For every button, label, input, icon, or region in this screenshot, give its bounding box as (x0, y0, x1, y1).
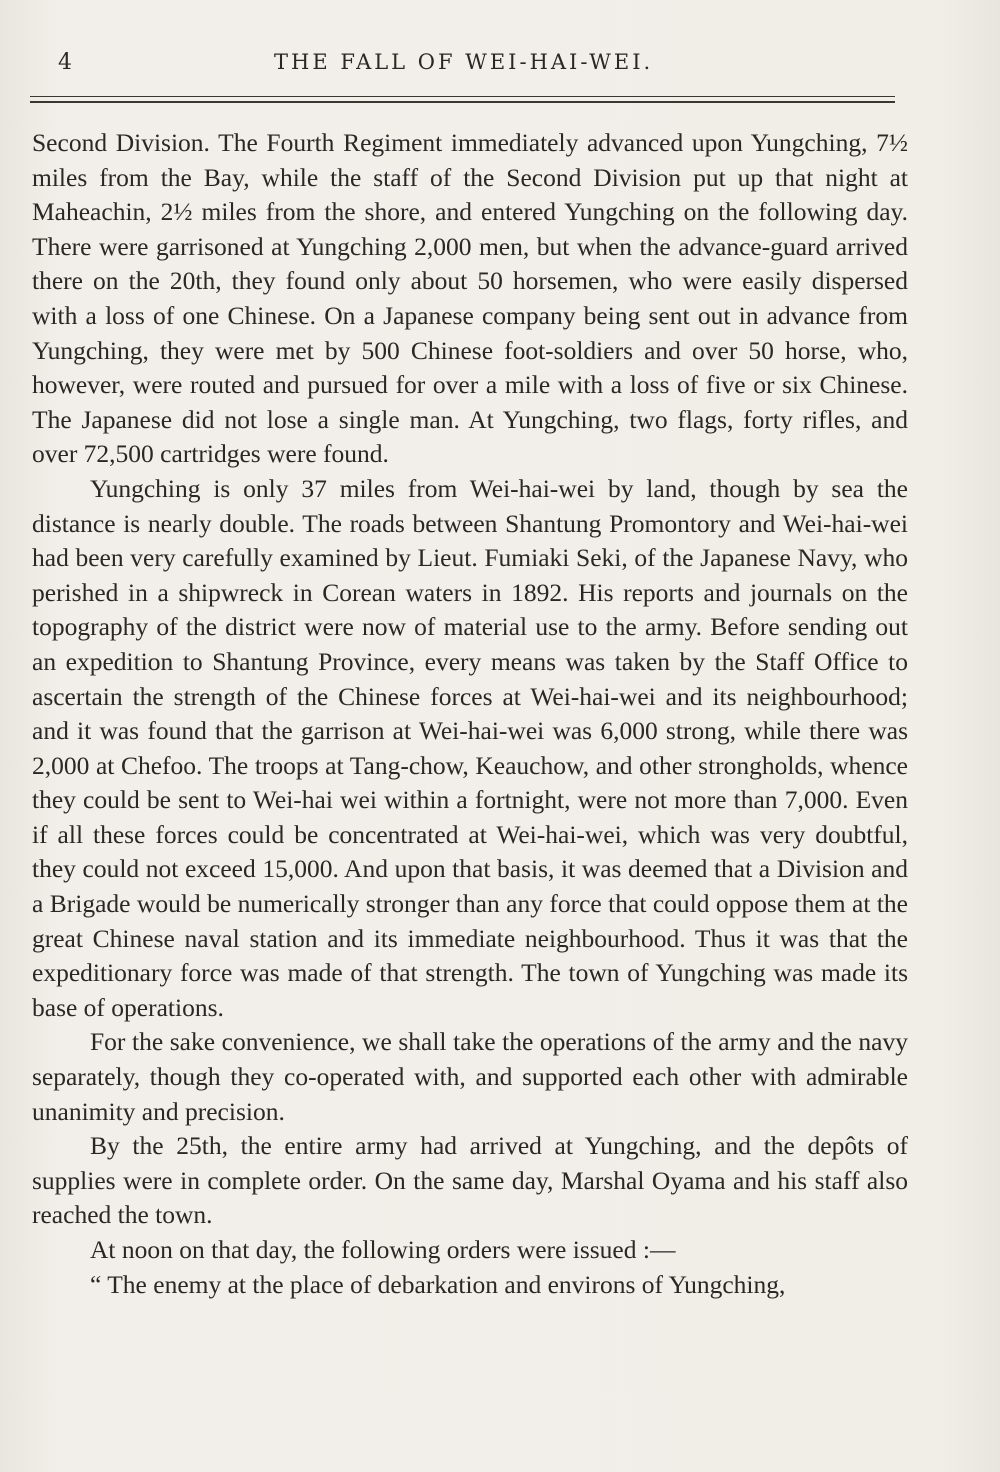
paragraph-1: Second Division. The Fourth Regiment immediately advanced upon Yungching, 7½ miles from the Bay, while the staff of the Second Division put up that night at Maheachin, 2½ miles from the shore, and entered Yungching on the following day. There were garrisoned at Yungching 2,000 men, but when the advance-guard arrived there on the 20th, they found only about 50 horsemen, who were easily dispersed with a loss of one Chinese. On a Japanese company being sent out in advance from Yungching, they were met by 500 Chinese foot-soldiers and over 50 horse, who, however, were routed and pursued for over a mile with a loss of five or six Chinese. The Japanese did not lose a single man. At Yungching, two flags, forty rifles, and over 72,500 cartridges were found. (32, 128, 908, 469)
running-title: THE FALL OF WEI-HAI-WEI. (274, 50, 654, 74)
header-rule-top (30, 96, 895, 97)
paragraph-6: “ The enemy at the place of debarkation and environs of Yungching, (90, 1269, 786, 1299)
paragraph-4: By the 25th, the entire army had arrived at Yungching, and the depôts of supplies were in complete order. On the same day, Marshal Oyama and his staff also reached the town. (32, 1131, 908, 1230)
paragraph-5: At noon on that day, the following orders were issued :— (90, 1235, 676, 1264)
paragraph-3: For the sake convenience, we shall take the operations of the army and the navy separately, though they co-operated with, and supported each other with admirable unanimity and precision. (32, 1027, 908, 1126)
page-number: 4 (58, 50, 73, 75)
body-text (32, 126, 908, 1302)
page-header (30, 42, 910, 82)
header-rule-bottom (30, 101, 895, 103)
paragraph-2: Yungching is only 37 miles from Wei-hai-wei by land, though by sea the distance is nearly double. The roads between Shantung Promontory and Wei-hai-wei had been very carefully examined by Lieut. Fumiaki Seki, of the Japanese Navy, who perished in a shipwreck in Corean waters in 1892. His reports and journals on the topography of the district were now of material use to the army. Before sending out an expedition to Shantung Province, every means was taken by the Staff Office to ascertain the strength of the Chinese forces at Wei-hai-wei and its neighbourhood; and it was found that the garrison at Wei-hai-wei was 6,000 strong, while there was 2,000 at Chefoo. The troops at Tang-chow, Keauchow, and other strongholds, whence they could be sent to Wei-hai wei within a fortnight, were not more than 7,000. Even if all these forces could be concentrated at Wei-hai-wei, which was very doubtful, they could not exceed 15,000. And upon that basis, it was deemed that a Division and a Brigade would be numerically stronger than any force that could oppose them at the great Chinese naval station and its immediate neighbourhood. Thus it was that the expeditionary force was made of that strength. The town of Yungching was made its base of operations. (32, 473, 908, 1022)
